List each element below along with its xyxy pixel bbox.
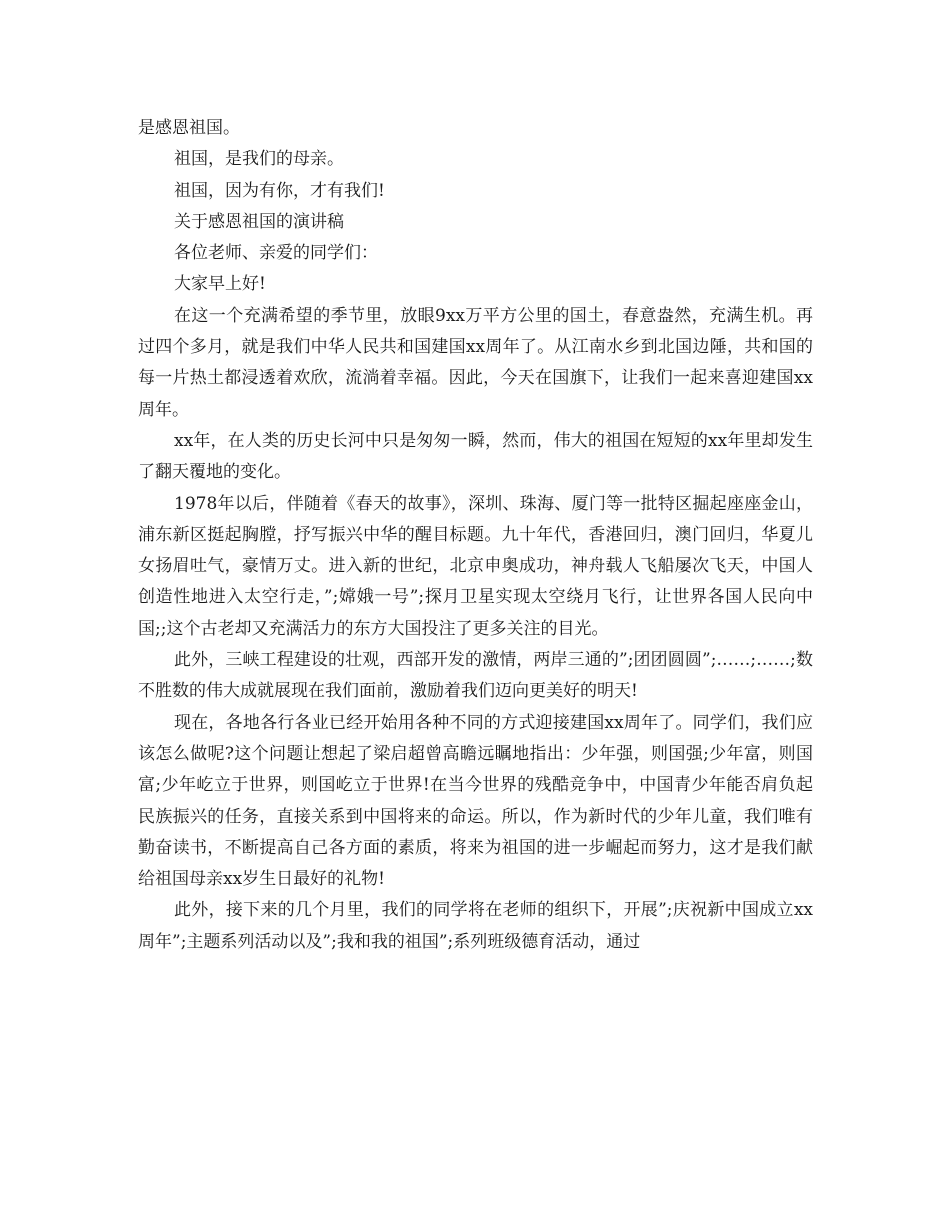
paragraph: xx年，在人类的历史长河中只是匆匆一瞬，然而，伟大的祖国在短短的xx年里却发生了翻天覆地的变化。 [138, 430, 813, 483]
paragraph-heading: 关于感恩祖国的演讲稿 [174, 211, 344, 232]
paragraph: 1978年以后，伴随着《春天的故事》，深圳、珠海、厦门等一批特区掘起座座金山，浦东新区挺起胸膛，抒写振兴中华的醒目标题。九十年代，香港回归，澳门回归，华夏儿女扬眉吐气，豪情万丈。进入新的世纪，北京申奥成功，神舟载人飞船屡次飞天，中国人创造性地进入太空行走，”;嫦娥一号”;探月卫星实现太空绕月飞行，让世界各国人民向中国;;这个古老却又充满活力的东方大国投注了更多关注的目光。 [138, 493, 813, 639]
paragraph: 此外，三峡工程建设的壮观，西部开发的激情，两岸三通的”;团团圆圆”;……;……;数不胜数的伟大成就展现在我们面前，激励着我们迈向更美好的明天! [138, 650, 813, 702]
paragraph-greeting: 大家早上好! [174, 274, 266, 295]
paragraph: 此外，接下来的几个月里，我们的同学将在老师的组织下，开展”;庆祝新中国成立xx周年”;主题系列活动以及”;我和我的祖国”;系列班级德育活动，通过 [138, 900, 813, 952]
document-body [138, 113, 813, 958]
paragraph: 祖国，因为有你，才有我们! [174, 180, 385, 201]
paragraph: 现在，各地各行各业已经开始用各种不同的方式迎接建国xx周年了。同学们，我们应该怎么做呢?这个问题让想起了梁启超曾高瞻远瞩地指出：少年强，则国强;少年富，则国富;少年屹立于世界，则国屹立于世界!在当今世界的残酷竞争中，中国青少年能否肩负起民族振兴的任务，直接关系到中国将来的命运。所以，作为新时代的少年儿童，我们唯有勤奋读书，不断提高自己各方面的素质，将来为祖国的进一步崛起而努力，这才是我们献给祖国母亲xx岁生日最好的礼物! [138, 712, 813, 890]
paragraph-salutation: 各位老师、亲爱的同学们： [174, 243, 378, 264]
paragraph: 是感恩祖国。 [138, 118, 240, 138]
paragraph: 祖国，是我们的母亲。 [174, 149, 344, 170]
paragraph: 在这一个充满希望的季节里，放眼9xx万平方公里的国土，春意盎然，充满生机。再过四个多月，就是我们中华人民共和国建国xx周年了。从江南水乡到北国边陲，共和国的每一片热土都浸透着欢欣，流淌着幸福。因此，今天在国旗下，让我们一起来喜迎建国xx周年。 [138, 305, 813, 420]
